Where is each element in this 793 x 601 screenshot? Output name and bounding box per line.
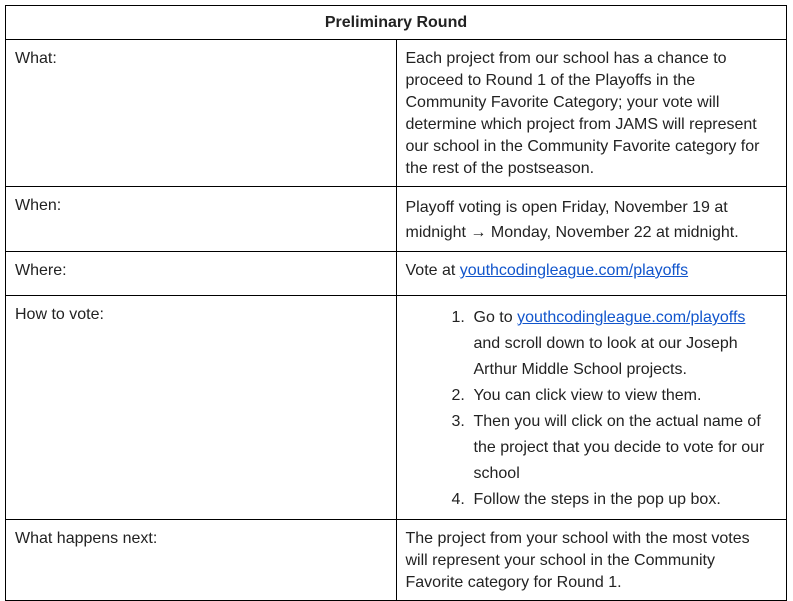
what-label: What:	[6, 40, 397, 187]
what-text: Each project from our school has a chance to proceed to Round 1 of the Playoffs in the Community Favorite Category; your vote will determine which project from JAMS will represent our school in the Community Favorite category for the rest of the postseason.	[396, 40, 787, 187]
list-item	[406, 409, 777, 487]
document-page	[5, 5, 787, 601]
step-text: Then you will click on the actual name of the project that you decide to vote for our school	[473, 413, 765, 482]
how-content	[396, 296, 787, 520]
how-label: How to vote:	[6, 296, 397, 520]
list-item	[406, 383, 777, 409]
list-item	[406, 305, 777, 383]
table-row-how	[6, 296, 787, 520]
step-number: 3.	[451, 413, 465, 430]
list-item	[406, 487, 777, 513]
playoffs-link[interactable]: youthcodingleague.com/playoffs	[459, 262, 689, 279]
table-title: Preliminary Round	[6, 6, 787, 40]
where-content	[396, 252, 787, 296]
table-header-row	[6, 6, 787, 40]
table-row-next	[6, 520, 787, 601]
where-prefix: Vote at	[405, 262, 460, 279]
where-label: Where:	[6, 252, 397, 296]
preliminary-round-table	[5, 5, 787, 601]
step-text: You can click view to view them.	[473, 387, 702, 404]
step-playoffs-link[interactable]: youthcodingleague.com/playoffs	[517, 309, 746, 326]
voting-steps-list	[406, 305, 777, 513]
table-row-what	[6, 40, 787, 187]
step-text: Follow the steps in the pop up box.	[473, 491, 721, 508]
step-number: 2.	[451, 387, 465, 404]
table-row-where	[6, 252, 787, 296]
when-label: When:	[6, 187, 397, 252]
next-label: What happens next:	[6, 520, 397, 601]
step-number: 4.	[451, 491, 465, 508]
table-row-when	[6, 187, 787, 252]
step-suffix: and scroll down to look at our Joseph Arthur Middle School projects.	[473, 335, 738, 378]
step-number: 1.	[451, 309, 465, 326]
step-prefix: Go to	[473, 309, 518, 326]
when-text: Playoff voting is open Friday, November 19 at midnight → Monday, November 22 at midnight.	[396, 187, 787, 252]
next-text: The project from your school with the most votes will represent your school in the Community Favorite category for Round 1.	[396, 520, 787, 601]
